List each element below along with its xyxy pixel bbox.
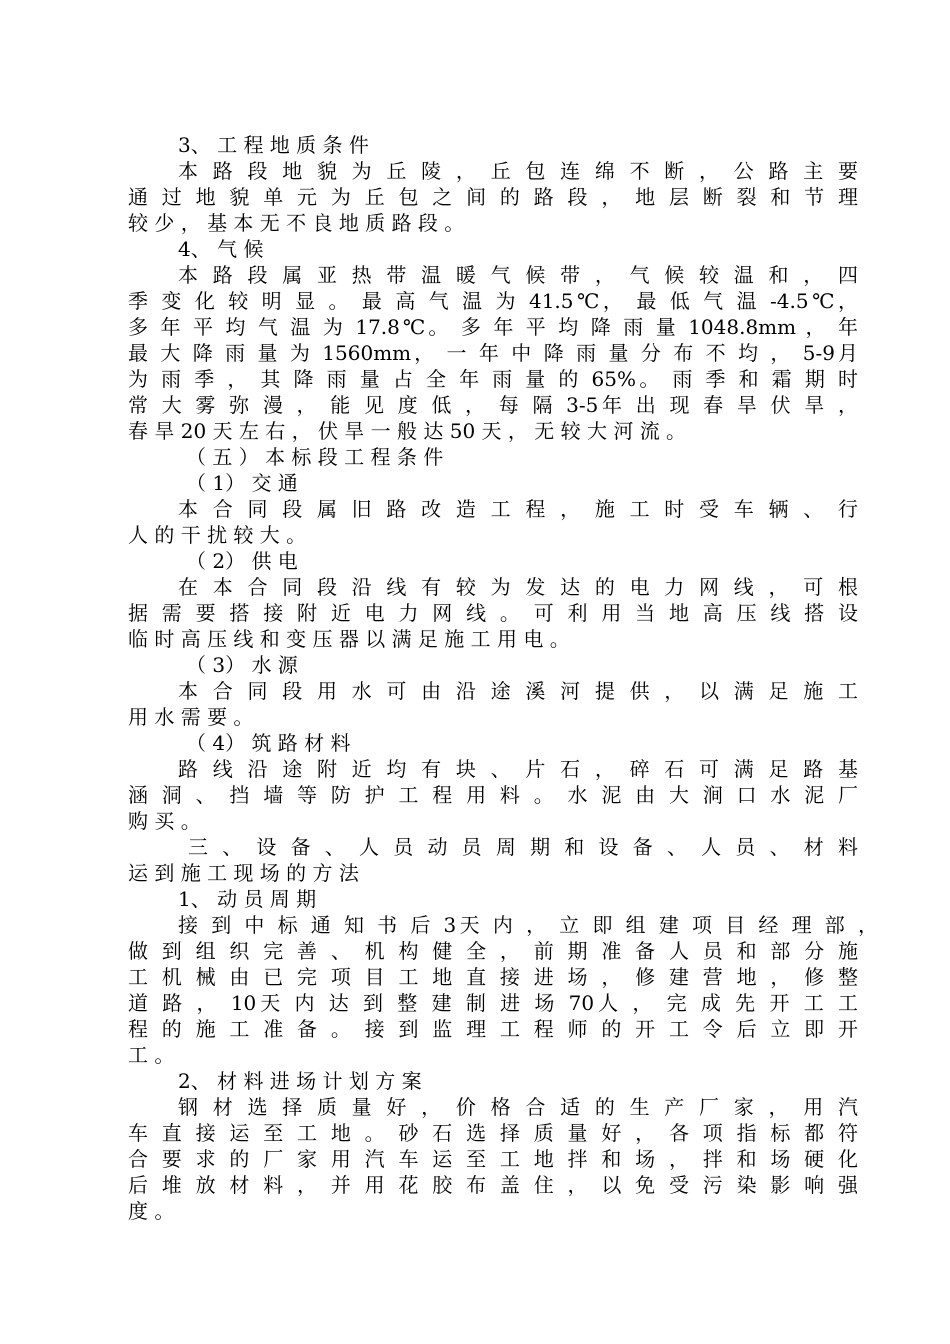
heading-power: （ 2） 供 电 xyxy=(186,549,298,573)
heading-section-three: 三 、 设 备 、 人 员 动 员 周 期 和 设 备 、 人 员 、 材 料 xyxy=(188,835,858,859)
paragraph-line: 人 的 干 扰 较 大 。 xyxy=(128,523,307,547)
paragraph-line: 道 路 ， 10天 内 达 到 整 建 制 进 场 70人 ， 完 成 先 开 工 工 xyxy=(128,991,858,1015)
heading-section-five: （ 五 ） 本 标 段 工 程 条 件 xyxy=(186,445,444,469)
paragraph-line: 为 雨 季 ， 其 降 雨 量 占 全 年 雨 量 的 65%。 雨 季 和 霜 期 时 xyxy=(128,367,858,391)
paragraph-line: 工 机 械 由 已 完 项 目 工 地 直 接 进 场 ， 修 建 营 地 ， 修 整 xyxy=(128,965,858,989)
paragraph-line: 本 路 段 属 亚 热 带 温 暖 气 候 带 ， 气 候 较 温 和 ， 四 xyxy=(178,263,858,287)
paragraph-line: 本 合 同 段 用 水 可 由 沿 途 溪 河 提 供 ， 以 满 足 施 工 xyxy=(178,679,858,703)
paragraph-line: 本 合 同 段 属 旧 路 改 造 工 程 ， 施 工 时 受 车 辆 、 行 xyxy=(178,497,858,521)
paragraph-line: 春 旱 20 天 左 右 ， 伏 旱 一 般 达 50 天 ， 无 较 大 河 流 。 xyxy=(128,419,687,443)
paragraph-line: 度 。 xyxy=(128,1199,175,1223)
paragraph-line: 涵 洞 、 挡 墙 等 防 护 工 程 用 料 。 水 泥 由 大 涧 口 水 泥 厂 xyxy=(128,783,858,807)
paragraph-line: 车 直 接 运 至 工 地 。 砂 石 选 择 质 量 好 ， 各 项 指 标 都 符 xyxy=(128,1121,858,1145)
paragraph-line: 多 年 平 均 气 温 为 17.8℃。 多 年 平 均 降 雨 量 1048.8mm ， 年 xyxy=(128,315,858,339)
heading-materials: （ 4） 筑 路 材 料 xyxy=(186,731,351,755)
heading-section-three-cont: 运 到 施 工 现 场 的 方 法 xyxy=(128,861,359,885)
paragraph-line: 在 本 合 同 段 沿 线 有 较 为 发 达 的 电 力 网 线 ， 可 根 xyxy=(178,575,858,599)
paragraph-line: 购 买 。 xyxy=(128,809,201,833)
heading-traffic: （ 1） 交 通 xyxy=(186,471,298,495)
paragraph-line: 后 堆 放 材 料 ， 并 用 花 胶 布 盖 住 ， 以 免 受 污 染 影 响 强 xyxy=(128,1173,858,1197)
heading-water: （ 3） 水 源 xyxy=(186,653,298,677)
heading-mobilization: 1、 动 员 周 期 xyxy=(178,887,317,911)
paragraph-line: 常 大 雾 弥 漫 ， 能 见 度 低 ， 每 隔 3-5年 出 现 春 旱 伏 旱 ， xyxy=(128,393,858,417)
paragraph-line: 接 到 中 标 通 知 书 后 3天 内 ， 立 即 组 建 项 目 经 理 部 ， xyxy=(178,913,878,937)
paragraph-line: 临 时 高 压 线 和 变 压 器 以 满 足 施 工 用 电 。 xyxy=(128,627,570,651)
paragraph-line: 做 到 组 织 完 善 、 机 构 健 全 ， 前 期 准 备 人 员 和 部 分 施 xyxy=(128,939,858,963)
paragraph-line: 本 路 段 地 貌 为 丘 陵 ， 丘 包 连 绵 不 断 ， 公 路 主 要 xyxy=(178,159,858,183)
document-page xyxy=(128,132,878,1224)
paragraph-line: 用 水 需 要 。 xyxy=(128,705,254,729)
paragraph-line: 季 变 化 较 明 显 。 最 高 气 温 为 41.5℃， 最 低 气 温 -4.5℃， xyxy=(128,289,858,313)
paragraph-line: 工 。 xyxy=(128,1043,175,1067)
heading-geology: 3、 工 程 地 质 条 件 xyxy=(178,133,369,157)
paragraph-line: 路 线 沿 途 附 近 均 有 块 、 片 石 ， 碎 石 可 满 足 路 基 xyxy=(178,757,858,781)
paragraph-line: 合 要 求 的 厂 家 用 汽 车 运 至 工 地 拌 和 场 ， 拌 和 场 硬 化 xyxy=(128,1147,858,1171)
paragraph-line: 通 过 地 貌 单 元 为 丘 包 之 间 的 路 段 ， 地 层 断 裂 和 节 理 xyxy=(128,185,858,209)
paragraph-line: 钢 材 选 择 质 量 好 ， 价 格 合 适 的 生 产 厂 家 ， 用 汽 xyxy=(178,1095,858,1119)
paragraph-line: 据 需 要 搭 接 附 近 电 力 网 线 。 可 利 用 当 地 高 压 线 搭 设 xyxy=(128,601,858,625)
paragraph-line: 程 的 施 工 准 备 。 接 到 监 理 工 程 师 的 开 工 令 后 立 即 开 xyxy=(128,1017,858,1041)
heading-material-plan: 2、 材 料 进 场 计 划 方 案 xyxy=(178,1069,422,1093)
heading-climate: 4、 气 候 xyxy=(178,237,264,261)
paragraph-line: 较 少 ， 基 本 无 不 良 地 质 路 段 。 xyxy=(128,211,465,235)
paragraph-line: 最 大 降 雨 量 为 1560mm， 一 年 中 降 雨 量 分 布 不 均 ， 5-9月 xyxy=(128,341,858,365)
